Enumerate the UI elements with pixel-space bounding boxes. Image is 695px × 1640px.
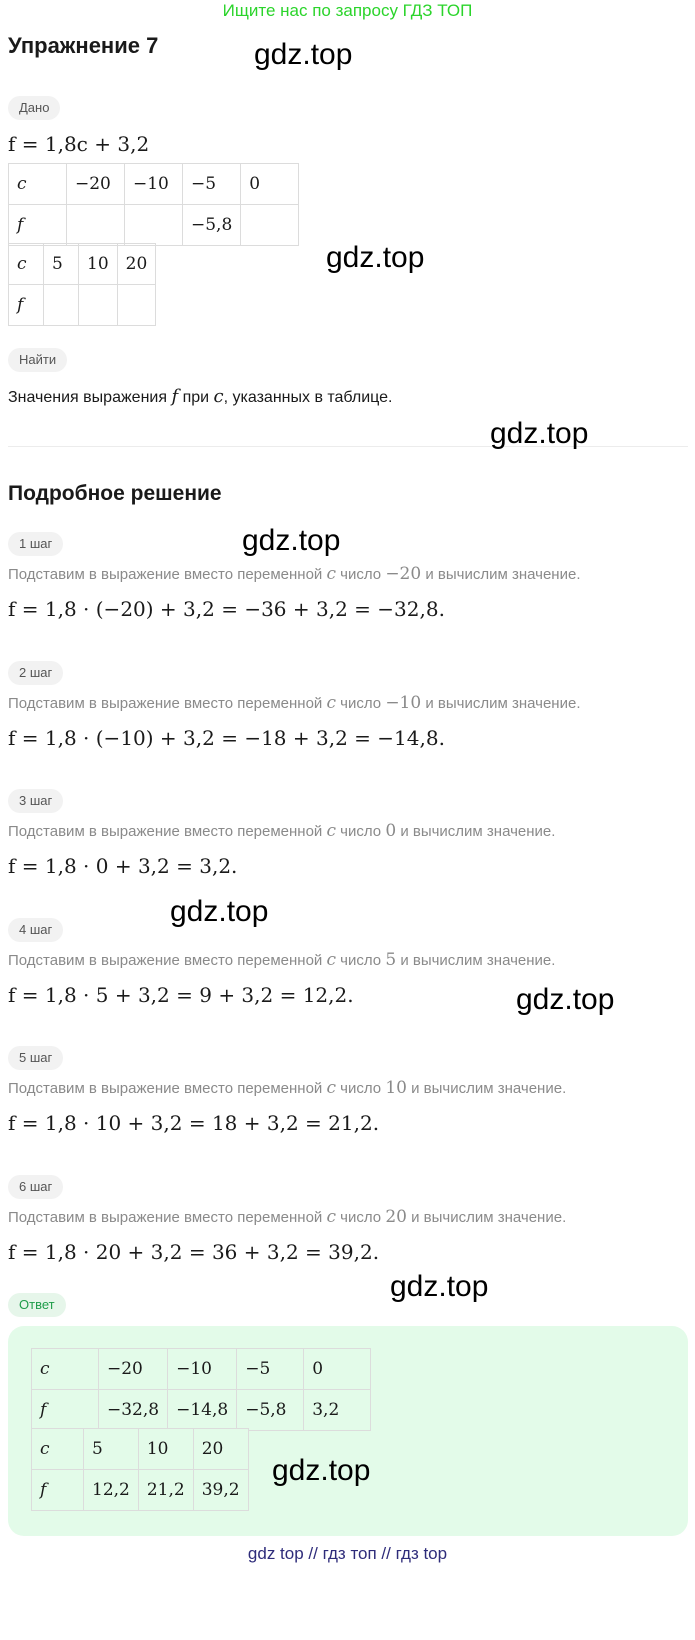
table-cell: −32,8: [99, 1390, 168, 1431]
table-cell: −10: [125, 164, 183, 205]
table-cell: [67, 205, 125, 246]
table-cell: f: [17, 295, 24, 315]
step-pill: 5 шаг: [8, 1046, 63, 1070]
step-pill: 6 шаг: [8, 1175, 63, 1199]
step-formula: f = 1,8 · (−10) + 3,2 = −18 + 3,2 = −14,8.: [8, 726, 445, 750]
step-pill: 2 шаг: [8, 661, 63, 685]
solution-title: Подробное решение: [8, 482, 222, 505]
table-cell: −5,8: [183, 205, 241, 246]
answer-table-2: [31, 1428, 249, 1511]
step-pill: 4 шаг: [8, 918, 63, 942]
table-cell: c: [17, 254, 27, 274]
step-text-suffix: и вычислим значение.: [425, 566, 581, 583]
step-pill: 1 шаг: [8, 532, 63, 556]
step-var: c: [326, 564, 336, 584]
step-formula: f = 1,8 · 0 + 3,2 = 3,2.: [8, 854, 238, 878]
step-text-middle: число: [340, 952, 382, 969]
step-text-middle: число: [340, 695, 382, 712]
watermark: gdz.top: [272, 1454, 371, 1487]
step-formula: f = 1,8 · 5 + 3,2 = 9 + 3,2 = 12,2.: [8, 983, 354, 1007]
step-text-prefix: Подставим в выражение вместо переменной: [8, 695, 323, 712]
table-row: [9, 205, 299, 246]
table-cell: 20: [117, 244, 156, 285]
step-description: [8, 950, 555, 971]
step-text-prefix: Подставим в выражение вместо переменной: [8, 952, 323, 969]
table-cell: 3,2: [304, 1390, 371, 1431]
footer-links[interactable]: gdz top // гдз топ // гдз top: [247, 1544, 448, 1563]
table-cell: −5: [237, 1349, 304, 1390]
given-formula: f = 1,8c + 3,2: [8, 132, 150, 156]
step-description: [8, 1078, 566, 1099]
step-var: c: [326, 821, 336, 841]
find-text: [8, 386, 392, 409]
table-cell: [125, 205, 183, 246]
table-cell: −20: [67, 164, 125, 205]
table-cell: 10: [79, 244, 118, 285]
step-text-suffix: и вычислим значение.: [425, 695, 581, 712]
step-formula: f = 1,8 · 20 + 3,2 = 36 + 3,2 = 39,2.: [8, 1240, 380, 1264]
step-var: c: [326, 950, 336, 970]
step-pill: 3 шаг: [8, 789, 63, 813]
table-cell: [79, 285, 118, 326]
table-cell: −5,8: [237, 1390, 304, 1431]
watermark: gdz.top: [254, 38, 353, 71]
step-formula: f = 1,8 · 10 + 3,2 = 18 + 3,2 = 21,2.: [8, 1111, 380, 1135]
step-text-suffix: и вычислим значение.: [411, 1209, 567, 1226]
step-formula: f = 1,8 · (−20) + 3,2 = −36 + 3,2 = −32,8.: [8, 597, 445, 621]
table-cell: c: [40, 1439, 50, 1459]
step-value: 5: [385, 950, 397, 970]
watermark: gdz.top: [170, 895, 269, 928]
table-cell: f: [17, 215, 24, 235]
step-text-prefix: Подставим в выражение вместо переменной: [8, 1080, 323, 1097]
table-cell: c: [17, 174, 27, 194]
step-text-middle: число: [340, 823, 382, 840]
find-text-a: Значения выражения: [8, 389, 167, 406]
table-cell: [241, 205, 299, 246]
table-cell: 21,2: [138, 1470, 193, 1511]
top-banner: Ищите нас по запросу ГДЗ ТОП: [222, 1, 473, 20]
given-pill: Дано: [8, 96, 60, 120]
find-var-c: c: [213, 386, 224, 407]
given-table-1: [8, 163, 299, 246]
table-cell: [44, 285, 79, 326]
find-pill: Найти: [8, 348, 67, 372]
step-description: [8, 693, 580, 714]
step-text-middle: число: [340, 566, 382, 583]
table-row: [9, 285, 156, 326]
step-text-middle: число: [340, 1080, 382, 1097]
page-title: Упражнение 7: [8, 33, 159, 58]
step-text-prefix: Подставим в выражение вместо переменной: [8, 823, 323, 840]
step-text-middle: число: [340, 1209, 382, 1226]
table-row: [32, 1470, 249, 1511]
answer-pill: Ответ: [8, 1293, 66, 1317]
watermark: gdz.top: [326, 241, 425, 274]
table-cell: 5: [84, 1429, 139, 1470]
step-text-suffix: и вычислим значение.: [411, 1080, 567, 1097]
find-text-b: при: [182, 389, 210, 406]
step-value: −10: [385, 693, 422, 713]
table-cell: −14,8: [168, 1390, 237, 1431]
step-var: c: [326, 1207, 336, 1227]
table-cell: 0: [304, 1349, 371, 1390]
table-cell: [117, 285, 156, 326]
step-value: 10: [385, 1078, 407, 1098]
step-description: [8, 564, 580, 585]
table-row: [9, 244, 156, 285]
table-cell: f: [40, 1480, 47, 1500]
watermark: gdz.top: [390, 1270, 489, 1303]
step-description: [8, 1207, 566, 1228]
watermark: gdz.top: [242, 524, 341, 557]
table-cell: −10: [168, 1349, 237, 1390]
step-text-prefix: Подставим в выражение вместо переменной: [8, 1209, 323, 1226]
step-value: 0: [385, 821, 397, 841]
step-description: [8, 821, 555, 842]
step-text-suffix: и вычислим значение.: [400, 823, 556, 840]
watermark: gdz.top: [516, 983, 615, 1016]
given-table-2: [8, 243, 156, 326]
watermark: gdz.top: [490, 417, 589, 450]
find-var-f: f: [171, 386, 179, 407]
step-text-prefix: Подставим в выражение вместо переменной: [8, 566, 323, 583]
table-cell: 20: [193, 1429, 248, 1470]
table-cell: 0: [241, 164, 299, 205]
table-cell: −20: [99, 1349, 168, 1390]
answer-table-1: [31, 1348, 371, 1431]
table-cell: 5: [44, 244, 79, 285]
step-value: −20: [385, 564, 422, 584]
step-value: 20: [385, 1207, 407, 1227]
find-text-c: , указанных в таблице.: [223, 389, 393, 406]
table-row: [32, 1349, 371, 1390]
table-cell: c: [40, 1359, 50, 1379]
step-text-suffix: и вычислим значение.: [400, 952, 556, 969]
table-cell: 10: [138, 1429, 193, 1470]
table-row: [32, 1429, 249, 1470]
table-cell: 12,2: [84, 1470, 139, 1511]
table-cell: f: [40, 1400, 47, 1420]
table-cell: −5: [183, 164, 241, 205]
step-var: c: [326, 1078, 336, 1098]
step-var: c: [326, 693, 336, 713]
table-row: [32, 1390, 371, 1431]
table-cell: 39,2: [193, 1470, 248, 1511]
table-row: [9, 164, 299, 205]
